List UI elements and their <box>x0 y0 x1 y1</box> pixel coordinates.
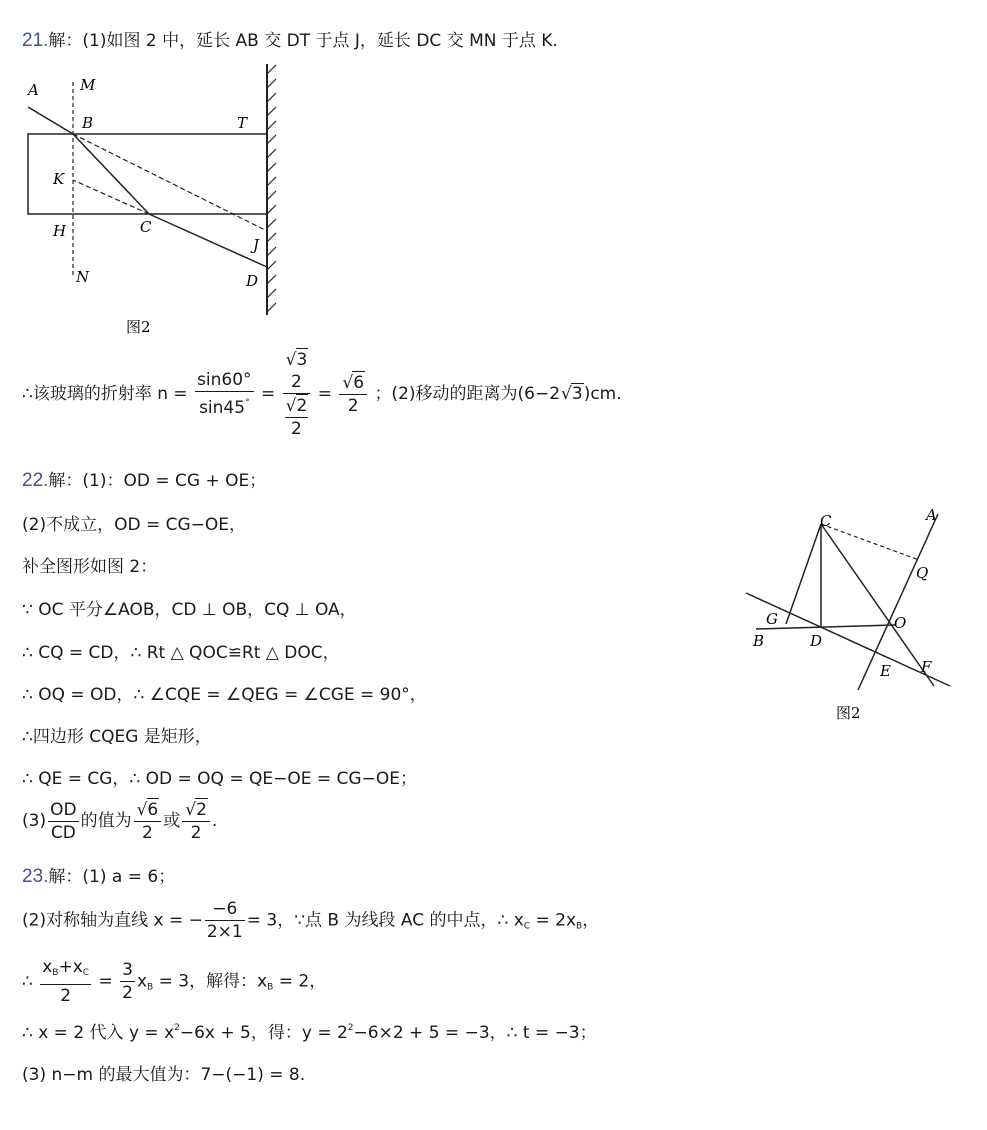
q23-axis-text: (2)对称轴为直线 x = − <box>22 910 203 931</box>
ans-two-b: 2 <box>190 823 202 843</box>
equals-3: = <box>98 971 113 992</box>
label-T: T <box>237 114 248 132</box>
label-F2: F <box>921 658 932 676</box>
label-K: K <box>53 170 65 188</box>
sup-2b: 2 <box>347 1023 354 1033</box>
sub-B-2: B <box>147 982 154 993</box>
q23-number: 23. <box>22 866 49 887</box>
label-D2: D <box>810 632 823 650</box>
sin45: sin45 <box>199 398 246 418</box>
cd: CD <box>50 822 76 843</box>
solve-text: = 3，解得：x <box>153 971 268 992</box>
q23-eq-2xb: = 2x <box>530 910 577 931</box>
equals-2: = <box>317 384 332 404</box>
ans-sqrt6-over-2 <box>134 798 162 844</box>
or-text: 或 <box>163 811 181 831</box>
q23-text-1: 解：(1) a = 6； <box>48 867 176 887</box>
compound-fraction <box>283 348 311 440</box>
q23-line-2 <box>22 898 599 943</box>
compound-num <box>283 348 311 394</box>
xc-sub: C <box>82 968 90 978</box>
x-after-frac: x <box>136 971 148 992</box>
two-b: 2 <box>291 419 302 439</box>
q22-period: . <box>211 811 218 831</box>
od-over-cd <box>48 799 78 844</box>
label-B2: B <box>753 632 765 650</box>
label-B: B <box>82 114 94 132</box>
therefore-3: ∴ <box>22 971 33 992</box>
seg-CG <box>786 524 821 624</box>
den-2x1: 2×1 <box>206 922 243 942</box>
sin45-wrap <box>195 392 254 419</box>
q23-line-3 <box>22 956 326 1007</box>
q22-line-5: ∴ CQ = CD，∴ Rt △ QOC≌Rt △ DOC， <box>22 643 340 663</box>
q22-part3-label: (3) <box>22 811 47 831</box>
ext-BJ <box>73 134 267 231</box>
sub-C: C <box>523 921 531 932</box>
sqrt2-bottom: √ 2 <box>296 394 309 417</box>
ans-sqrt2-over-2 <box>182 798 210 844</box>
q21-figure <box>20 60 340 345</box>
q21-refraction-line <box>22 348 622 440</box>
sub-B-3: B <box>267 982 274 993</box>
q22-figure <box>738 500 968 730</box>
q22-line-9 <box>22 798 217 844</box>
q22-number: 22. <box>22 470 49 491</box>
sqrt6: √ 6 <box>352 371 365 394</box>
sqrt3-inline: √ 3 <box>571 383 584 404</box>
q21-text-1: 解：(1)如图 2 中，延长 AB 交 DT 于点 J，延长 DC 交 MN 于点 K. <box>48 31 558 51</box>
den-two-3: 2 <box>60 986 72 1006</box>
three-halves <box>120 959 135 1004</box>
sin45-degree: ° <box>245 398 250 408</box>
q22-line-1 <box>22 466 266 492</box>
plus-xc: +x <box>58 957 83 977</box>
q22-line-2: (2)不成立，OD = CG−OE， <box>22 515 247 535</box>
q21-line-1 <box>22 26 558 52</box>
label-M: M <box>80 76 96 94</box>
q22-line-3: 补全图形如图 2： <box>22 557 158 577</box>
q22-text-1: 解：(1)：OD = CG + OE； <box>48 471 267 491</box>
sqrt3-top: √ 3 <box>296 348 309 371</box>
line-GEF <box>746 593 950 686</box>
q21-number: 21. <box>22 30 49 51</box>
sin-ratio <box>195 369 254 419</box>
ans-sqrt6: √ 6 <box>147 798 160 821</box>
neg6-over-2x1 <box>205 898 245 943</box>
sin60: sin60° <box>197 370 252 390</box>
neg6: −6 <box>205 898 245 921</box>
substitute-text-3: −6×2 + 5 = −3，∴ t = −3； <box>353 1023 597 1043</box>
q23-line-1 <box>22 862 175 888</box>
substitute-text: ∴ x = 2 代入 y = x <box>22 1023 175 1043</box>
ans-sqrt2: √ 2 <box>195 798 208 821</box>
xb-equals-2: = 2， <box>273 971 327 992</box>
label-A: A <box>28 81 39 99</box>
q22-value-text: 的值为 <box>80 811 132 831</box>
two-a: 2 <box>291 372 302 392</box>
label-H: H <box>53 222 67 240</box>
q21-part2-b: )cm. <box>583 384 622 404</box>
label-E2: E <box>880 662 891 680</box>
label-G2: G <box>766 610 778 628</box>
label-O2: O <box>894 614 907 632</box>
refraction-prefix: ∴该玻璃的折射率 n = <box>22 384 188 404</box>
od: OD <box>50 799 77 820</box>
sub-B: B <box>576 921 583 932</box>
seg-CF <box>821 524 934 686</box>
figure-caption: 图2 <box>126 318 151 336</box>
substitute-text-2: −6x + 5，得：y = 2 <box>179 1023 348 1043</box>
equals-1: = <box>260 384 276 404</box>
q21-part2-a: ；(2)移动的距离为(6−2 <box>374 384 561 404</box>
label-D: D <box>246 272 259 290</box>
seg-CQ <box>821 524 919 560</box>
figure-caption-2: 图2 <box>836 704 861 722</box>
q23-line-5: (3) n−m 的最大值为：7−(−1) = 8. <box>22 1065 306 1085</box>
q22-line-7: ∴四边形 CQEG 是矩形， <box>22 727 212 747</box>
label-J: J <box>253 236 260 254</box>
label-Q2: Q <box>916 564 929 582</box>
ray-CD <box>149 214 267 267</box>
compound-den <box>283 394 311 440</box>
three: 3 <box>122 960 133 980</box>
sqrt6-over-2 <box>339 371 367 417</box>
label-A2: A <box>926 506 937 524</box>
ans-two-a: 2 <box>142 823 153 843</box>
q22-line-8: ∴ QE = CG，∴ OD = OQ = QE−OE = CG−OE； <box>22 769 417 789</box>
q23-midpoint-text: = 3，∵点 B 为线段 AC 的中点，∴ x <box>246 910 524 931</box>
q22-line-6: ∴ OQ = OD，∴ ∠CQE = ∠QEG = ∠CGE = 90°， <box>22 685 427 705</box>
two-c: 2 <box>347 396 359 416</box>
xb-plus-xc-over-2 <box>40 956 91 1007</box>
label-C2: C <box>820 512 832 530</box>
q23-line-4 <box>22 1018 597 1043</box>
label-C: C <box>140 218 152 236</box>
den-two-4: 2 <box>122 983 133 1003</box>
xb-x: x <box>42 957 53 977</box>
ray-BC <box>73 134 149 214</box>
sup-2a: 2 <box>174 1023 180 1033</box>
mirror-hatching <box>267 65 276 312</box>
label-N: N <box>76 268 90 286</box>
ext-CK <box>73 180 149 214</box>
xb-sub: B <box>52 968 59 978</box>
q22-line-4: ∵ OC 平分∠AOB，CD ⊥ OB，CQ ⊥ OA， <box>22 600 357 620</box>
ray-AB <box>28 107 73 134</box>
q23-comma: ， <box>582 910 600 931</box>
